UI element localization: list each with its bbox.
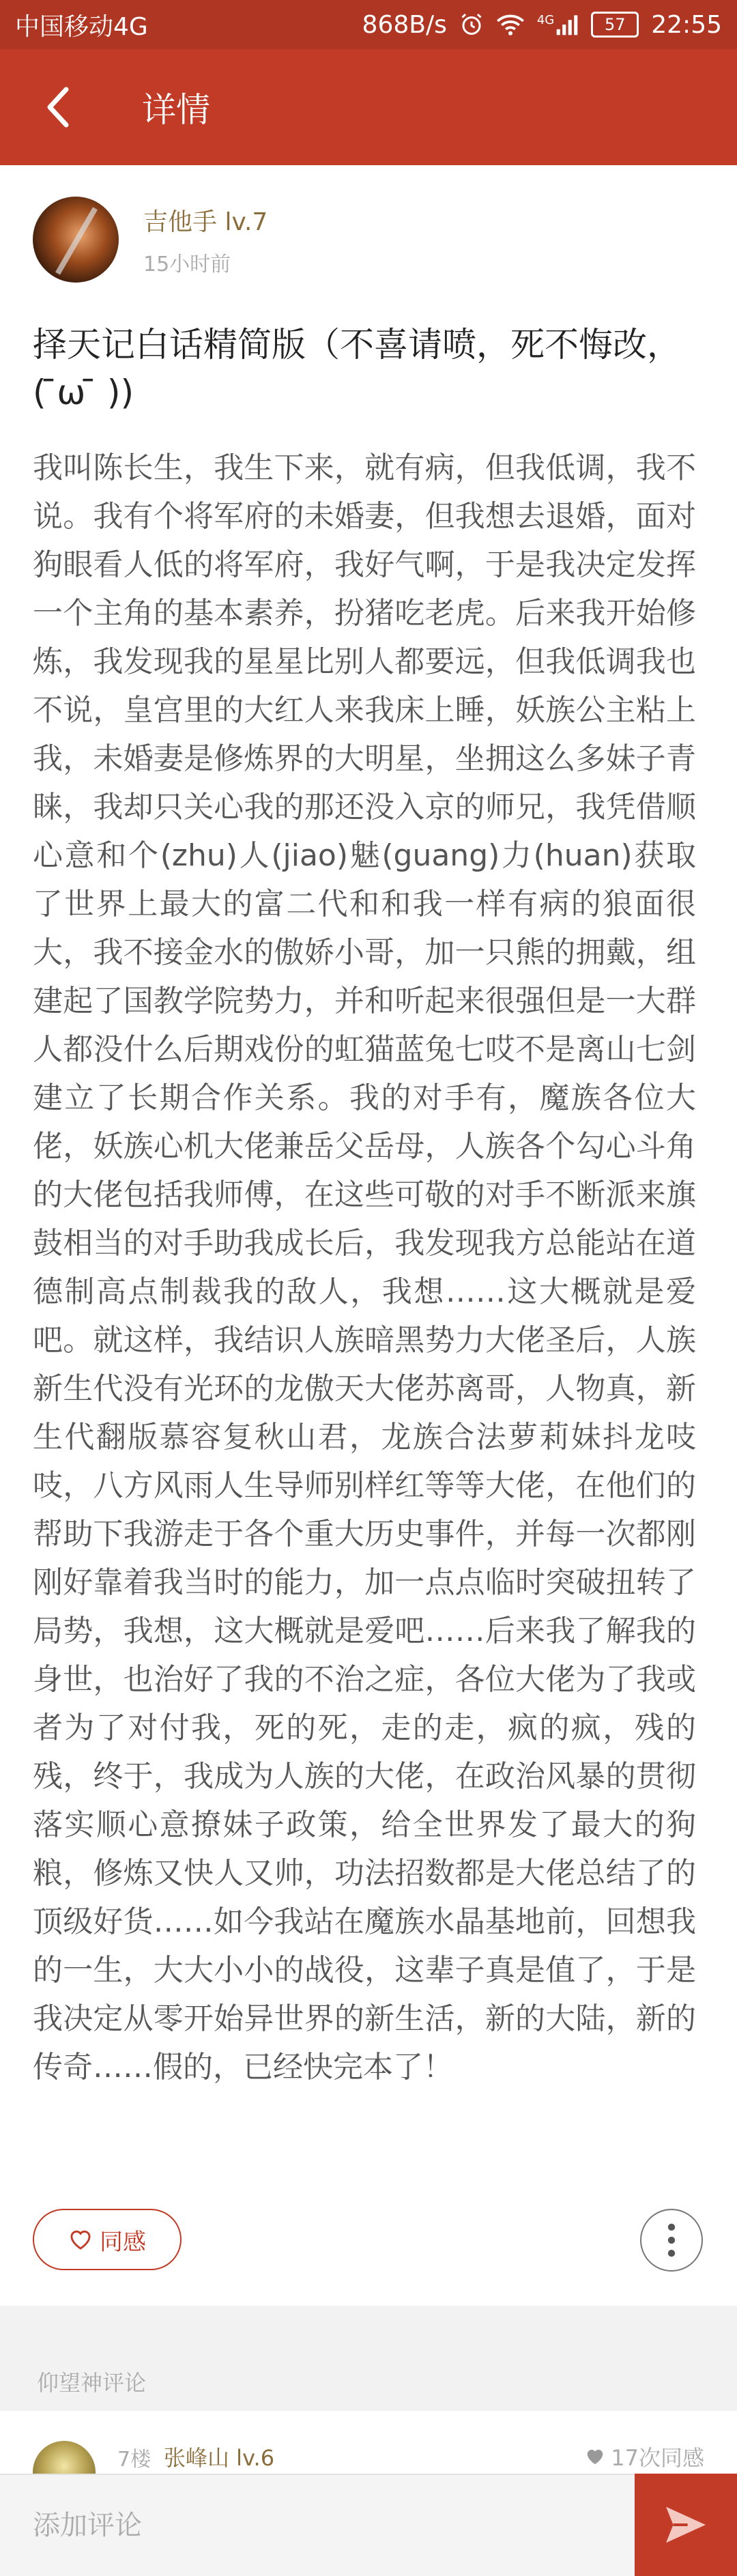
- send-button[interactable]: [635, 2474, 737, 2576]
- status-bar: [0, 0, 737, 49]
- network-type: 4G: [536, 13, 555, 27]
- back-button[interactable]: [0, 49, 116, 165]
- carrier-label: 中国移动4G: [15, 12, 148, 41]
- wifi-icon: [496, 13, 525, 36]
- comment-agree-count[interactable]: [585, 2441, 704, 2472]
- signal-icon: [537, 13, 579, 36]
- post-title: 择天记白话精简版（不喜请喷，死不悔改，( ̄ω ̄ )): [33, 325, 681, 412]
- post-time: 15小时前: [143, 252, 231, 276]
- battery-icon: 57: [591, 12, 639, 38]
- heart-icon: [585, 2447, 605, 2466]
- status-icons: [362, 11, 722, 39]
- network-speed: 868B/s: [362, 10, 447, 39]
- more-vertical-icon: [667, 2223, 676, 2257]
- commenter-name[interactable]: 张峰山 lv.6: [164, 2445, 275, 2471]
- comment-floor: 7楼: [117, 2448, 151, 2472]
- author-block: [33, 197, 268, 283]
- agree-button[interactable]: [33, 2209, 182, 2270]
- comment-bar: [0, 2474, 737, 2576]
- heart-outline-icon: [68, 2229, 93, 2250]
- commenter-avatar[interactable]: [33, 2441, 96, 2474]
- send-icon: [663, 2505, 708, 2545]
- comment-item[interactable]: [0, 2411, 737, 2474]
- comments-section-label: 仰望神评论: [37, 2370, 147, 2396]
- comment-agree-label: 17次同感: [611, 2445, 704, 2471]
- page-title: 详情: [142, 90, 210, 130]
- more-button[interactable]: [640, 2209, 703, 2272]
- clock: 22:55: [651, 10, 722, 39]
- alarm-icon: [459, 12, 484, 37]
- app-header: [0, 49, 737, 165]
- chevron-left-icon: [44, 87, 72, 128]
- avatar[interactable]: [33, 197, 119, 283]
- agree-label: 同感: [100, 2228, 146, 2256]
- comments-section-header: [0, 2306, 737, 2411]
- post-body: 我叫陈长生，我生下来，就有病，但我低调，我不说。我有个将军府的未婚妻，但我想去退婚，面对狗眼看人低的将军府，我好气啊，于是我决定发挥一个主角的基本素养，扮猪吃老虎。后来我开始修炼，我发现我的星星比别人都要远，但我低调我也不说，皇宫里的大红人来我床上睡，妖族公主粘上我，未婚妻是修炼界的大明星，坐拥这么多妹子青睐，我却只关心我的那还没入京的师兄，我凭借顺心意和个(zhu)人(jiao)魅(guang)力(huan)获取了世界上最大的富二代和和我一样有病的狼面很大，我不接金水的傲娇小哥，加一只熊的拥戴，组建起了国教学院势力，并和听起来很强但是一大群人都没什么后期戏份的虹猫蓝兔七哎不是离山七剑建立了长期合作关系。我的对手有，魔族各位大佬，妖族心机大佬兼岳父岳母，人族各个勾心斗角的大佬包括我师傅，在这些可敬的对手不断派来旗鼓相当的对手助我成长后，我发现我方总能站在道德制高点制裁我的敌人，我想……这大概就是爱吧。就这样，我结识人族暗黑势力大佬圣后，人族新生代没有光环的龙傲天大佬苏离哥，人物真，新生代翻版慕容复秋山君，龙族合法萝莉妹抖龙吱吱，八方风雨人生导师别样红等等大佬，在他们的帮助下我游走于各个重大历史事件，并每一次都刚刚好靠着我当时的能力，加一点点临时突破扭转了局势，我想，这大概就是爱吧……后来我了解我的身世，也治好了我的不治之症，各位大佬为了我或者为了对付我，死的死，走的走，疯的疯，残的残，终于，我成为人族的大佬，在政治风暴的贯彻落实顺心意撩妹子政策，给全世界发了最大的狗粮，修炼又快人又帅，功法招数都是大佬总结了的顶级好货……如今我站在魔族水晶基地前，回想我的一生，大大小小的战役，这辈子真是值了，于是我决定从零开始异世界的新生活，新的大陆，新的传奇……假的，已经快完本了！: [33, 450, 696, 2085]
- author-name[interactable]: 吉他手 lv.7: [143, 207, 268, 236]
- comment-input[interactable]: [0, 2475, 635, 2576]
